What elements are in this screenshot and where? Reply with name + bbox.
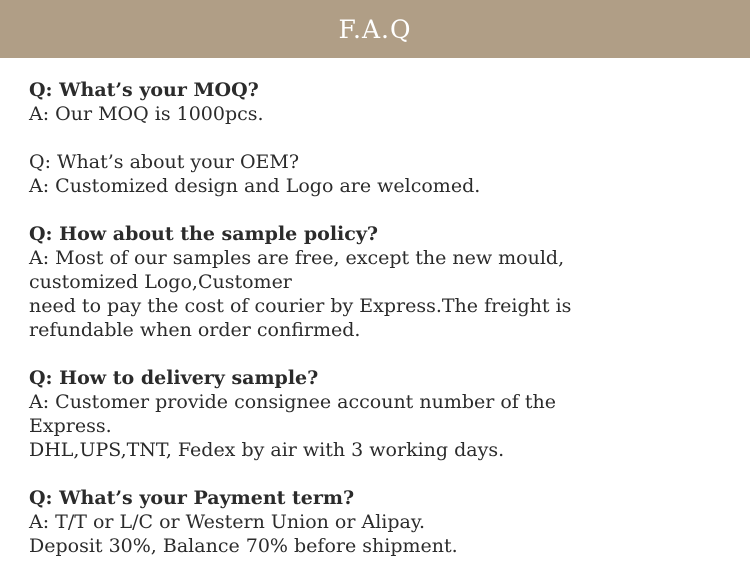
faq-list [29,78,729,582]
faq-question: Q: How about the sample policy? [29,223,378,245]
faq-item-moq [29,78,729,126]
faq-header-bar [0,0,750,58]
faq-answer-line: DHL,UPS,TNT, Fedex by air with 3 working days. [29,439,505,461]
faq-answer-line: need to pay the cost of courier by Express.The freight is [29,295,572,317]
faq-question: Q: What’s about your OEM? [29,151,300,173]
faq-question: Q: How to delivery sample? [29,367,319,389]
faq-answer-line: A: T/T or L/C or Western Union or Alipay. [29,511,426,533]
faq-answer: A: Our MOQ is 1000pcs. [29,103,264,125]
faq-answer: A: Customized design and Logo are welcomed. [29,175,481,197]
page-title: F.A.Q [338,14,412,44]
faq-answer-line: customized Logo,Customer [29,271,292,293]
faq-answer-line: refundable when order confirmed. [29,319,361,341]
faq-question: Q: What’s your Payment term? [29,487,355,509]
faq-item-payment-term [29,486,729,558]
faq-answer-line: Express. [29,415,112,437]
faq-item-oem [29,150,729,198]
faq-question: Q: What’s your MOQ? [29,79,259,101]
faq-answer-line: A: Customer provide consignee account number of the [29,391,556,413]
faq-answer-line: Deposit 30%, Balance 70% before shipment. [29,535,458,557]
faq-item-delivery-sample [29,366,729,462]
faq-item-sample-policy [29,222,729,342]
faq-answer-line: A: Most of our samples are free, except the new mould, [29,247,565,269]
